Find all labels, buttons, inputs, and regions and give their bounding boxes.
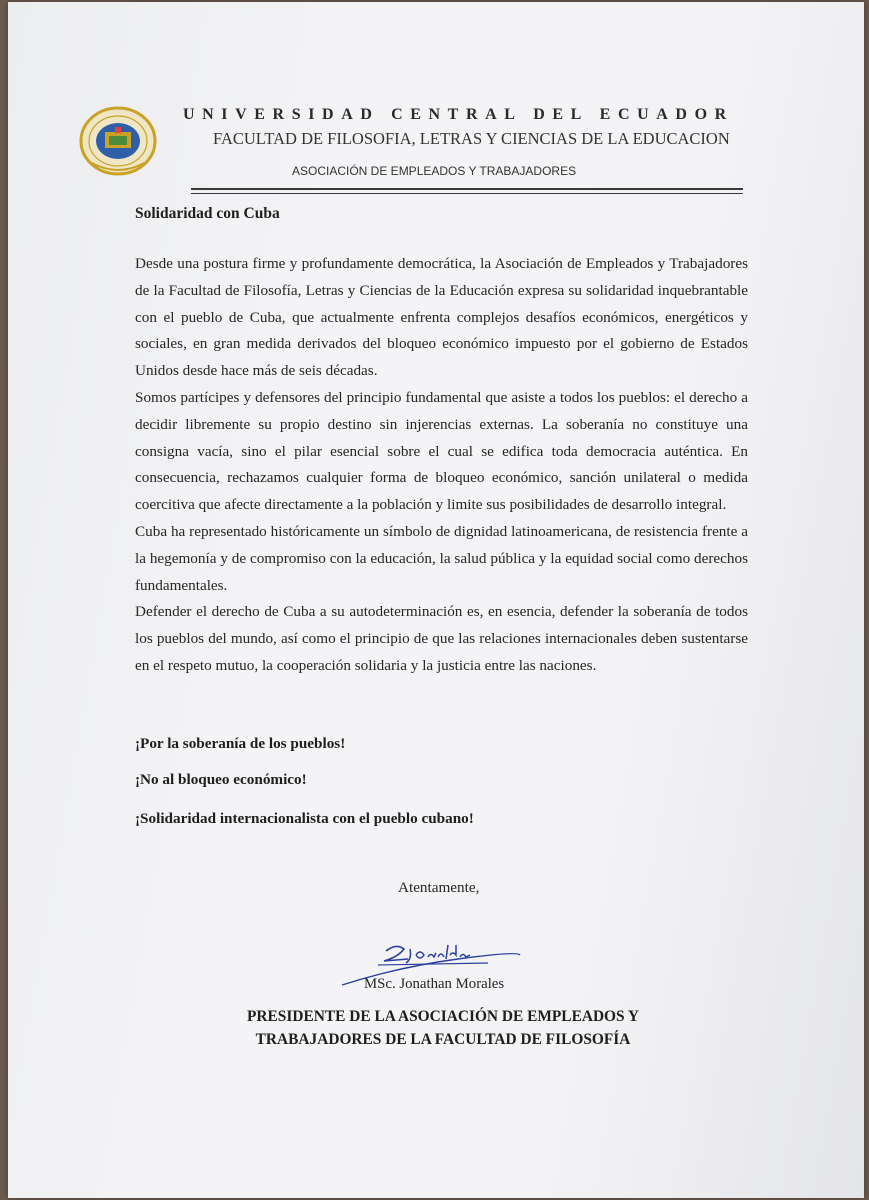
letter-title: Solidaridad con Cuba (135, 205, 280, 222)
faculty-name: FACULTAD DE FILOSOFIA, LETRAS Y CIENCIAS DE LA EDUCACION (213, 129, 730, 148)
body-paragraph: Somos partícipes y defensores del principio fundamental que asiste a todos los pueblos: el derecho a decidir libremente su propio destino sin injerencias externas. La soberanía no constituye una consigna vacía, sino el pilar esencial sobre el cual se edifica toda democracia auténtica. En consecuencia, rechazamos cualquier forma de bloqueo económico, sanción unilateral o medida coercitiva que afecte directamente a la población y limite sus posibilidades de desarrollo integral. (135, 388, 748, 514)
letter-body (135, 251, 748, 680)
university-name: UNIVERSIDAD CENTRAL DEL ECUADOR (183, 106, 734, 123)
signer-title (183, 1005, 703, 1051)
signer-name: MSc. Jonathan Morales (364, 976, 505, 992)
header-divider-thin (191, 193, 743, 194)
header-divider-thick (191, 188, 743, 190)
letter-page (8, 2, 864, 1198)
signer-title-line: PRESIDENTE DE LA ASOCIACIÓN DE EMPLEADOS Y (247, 1008, 639, 1025)
body-paragraph: Desde una postura firme y profundamente democrática, la Asociación de Empleados y Trabajadores de la Facultad de Filosofía, Letras y Ciencias de la Educación expresa su solidaridad inquebrantable con el pueblo de Cuba, que actualmente enfrenta complejos desafíos económicos, energéticos y sociales, en gran medida derivados del bloqueo económico impuesto por el gobierno de Estados Unidos desde hace más de seis décadas. (135, 255, 748, 380)
body-paragraph: Cuba ha representado históricamente un símbolo de dignidad latinoamericana, de resistencia frente a la hegemonía y de compromiso con la educación, la salud pública y la equidad social como derechos fundamentales. (135, 522, 748, 594)
association-name: ASOCIACIÓN DE EMPLEADOS Y TRABAJADORES (292, 164, 577, 178)
slogan: ¡Por la soberanía de los pueblos! (135, 735, 346, 752)
slogan: ¡Solidaridad internacionalista con el pueblo cubano! (135, 810, 474, 827)
slogan: ¡No al bloqueo económico! (135, 771, 307, 788)
body-paragraph: Defender el derecho de Cuba a su autodeterminación es, en esencia, defender la soberanía de todos los pueblos del mundo, así como el principio de que las relaciones internacionales deben sustentarse en el respeto mutuo, la cooperación solidaria y la justicia entre las naciones. (135, 603, 748, 674)
university-seal-logo (78, 105, 158, 177)
closing-salutation: Atentamente, (398, 879, 480, 896)
signer-title-line: TRABAJADORES DE LA FACULTAD DE FILOSOFÍA (255, 1031, 631, 1048)
